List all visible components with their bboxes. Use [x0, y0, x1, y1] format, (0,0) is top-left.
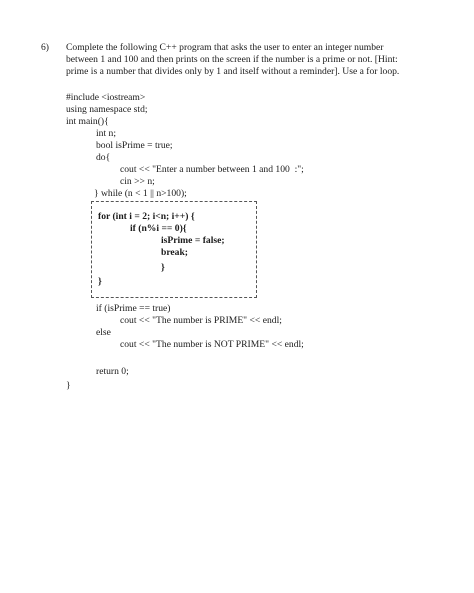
code-set-false: isPrime = false;	[161, 235, 225, 246]
question-line-3: prime is a number that divides only by 1 and itself without a reminder]. Use a for loop.	[66, 66, 400, 77]
code-else: else	[96, 327, 111, 338]
code-break: break;	[161, 247, 189, 258]
code-return: return 0;	[96, 366, 129, 377]
code-do: do{	[96, 152, 111, 163]
code-main: int main(){	[66, 116, 109, 127]
code-namespace: using namespace std;	[66, 104, 148, 115]
code-cin: cin >> n;	[120, 176, 155, 187]
code-cout-not: cout << "The number is NOT PRIME" << endl;	[120, 339, 304, 350]
code-close-if: }	[161, 262, 165, 273]
question-number: 6)	[41, 42, 49, 53]
code-for: for (int i = 2; i<n; i++) {	[98, 211, 195, 222]
code-close-main: }	[66, 380, 71, 391]
question-line-1: Complete the following C++ program that asks the user to enter an integer number	[66, 42, 384, 53]
code-close-for: }	[98, 276, 102, 287]
code-while: } while (n < 1 || n>100);	[94, 188, 187, 199]
code-if-prime: if (isPrime == true)	[96, 303, 171, 314]
code-cout-prompt: cout << "Enter a number between 1 and 100 :";	[120, 164, 304, 175]
code-if-mod: if (n%i == 0){	[130, 223, 187, 234]
code-include: #include <iostream>	[66, 92, 146, 103]
code-decl-prime: bool isPrime = true;	[96, 140, 173, 151]
code-cout-prime: cout << "The number is PRIME" << endl;	[120, 315, 282, 326]
question-line-2: between 1 and 100 and then prints on the screen if the number is a prime or not. [Hint:	[66, 54, 398, 65]
code-decl-n: int n;	[96, 128, 116, 139]
